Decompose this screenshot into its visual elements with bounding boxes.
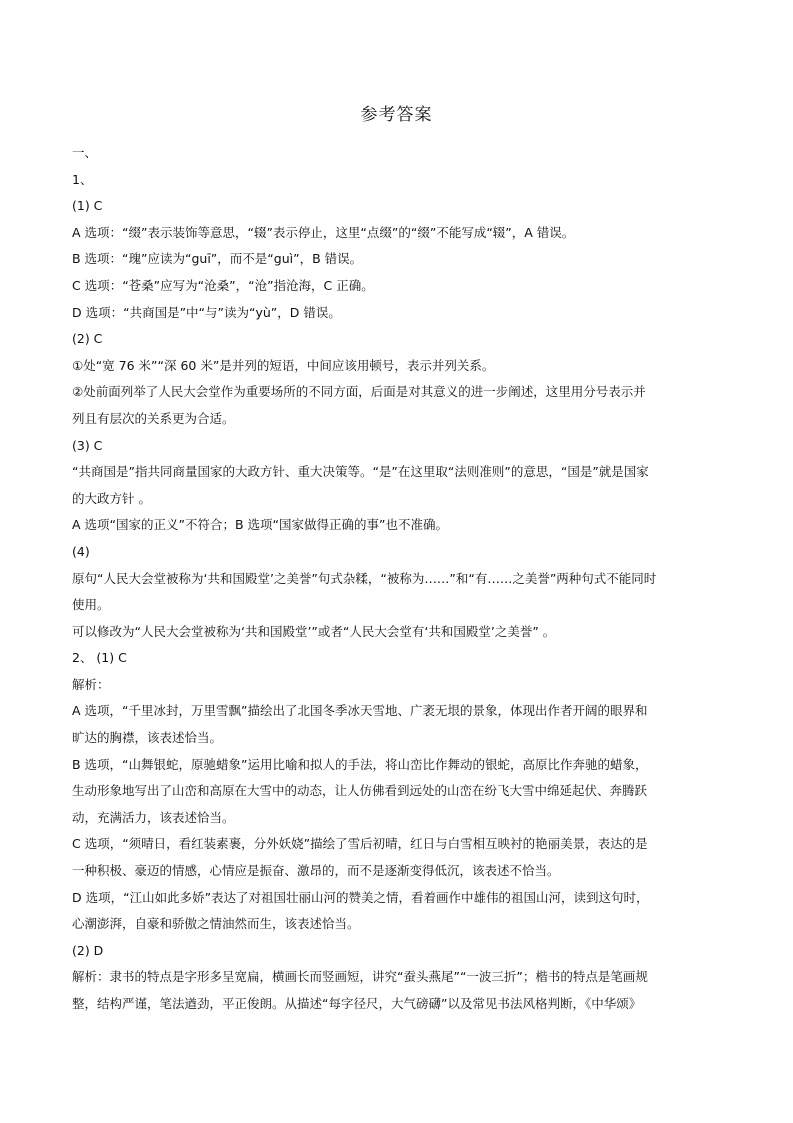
sub-question-answer: (2) C — [72, 331, 103, 347]
question-number: 1、 — [72, 171, 93, 187]
option-explanation: D 选项：“共商国是”中“与”读为“yù”，D 错误。 — [72, 304, 341, 320]
analysis-label: 解析： — [72, 676, 110, 692]
section-heading: 一、 — [72, 145, 98, 160]
option-explanation: 旷达的胸襟，该表述恰当。 — [72, 730, 223, 746]
explanation-line: 使用。 — [72, 597, 110, 613]
option-explanation: 动，充满活力，该表述恰当。 — [72, 809, 235, 825]
explanation-line: “共商国是”指共同商量国家的大政方针、重大决策等。“是”在这里取“法则准则”的意思，“国是”就是国家 — [72, 464, 649, 480]
option-explanation: B 选项：“瑰”应读为“guī”，而不是“guì”，B 错误。 — [72, 251, 363, 267]
option-explanation: B 选项，“山舞银蛇，原驰蜡象”运用比喻和拟人的手法，将山峦比作舞动的银蛇，高原比作奔驰的蜡象， — [72, 756, 648, 772]
option-explanation: C 选项，“须晴日，看红装素裹，分外妖娆”描绘了雪后初晴，红日与白雪相互映衬的艳丽美景，表达的是 — [72, 836, 648, 852]
sub-question-answer: (2) D — [72, 942, 104, 958]
explanation-line: 可以修改为“人民大会堂被称为‘共和国殿堂’”或者“人民大会堂有‘共和国殿堂’之美誉” 。 — [72, 623, 556, 639]
sub-question-answer: (3) C — [72, 437, 103, 453]
explanation-line: 列且有层次的关系更为合适。 — [72, 410, 235, 426]
option-explanation: C 选项：“苍桑”应写为“沧桑”，“沧”指沧海，C 正确。 — [72, 277, 374, 293]
option-explanation: A 选项：“缀”表示装饰等意思，“辍”表示停止，这里“点缀”的“缀”不能写成“辍”，A 错误。 — [72, 224, 575, 240]
page-title: 参考答案 — [360, 105, 433, 125]
option-explanation: 心潮澎湃，自豪和骄傲之情油然而生，该表述恰当。 — [72, 916, 360, 932]
sub-question-answer: (1) C — [72, 198, 103, 214]
option-explanation: A 选项，“千里冰封，万里雪飘”描绘出了北国冬季冰天雪地、广袤无垠的景象，体现出作者开阔的眼界和 — [72, 703, 648, 719]
explanation-line: ②处前面列举了人民大会堂作为重要场所的不同方面，后面是对其意义的进一步阐述，这里用分号表示并 — [72, 384, 646, 400]
question-number: 2、 (1) C — [72, 650, 127, 666]
answer-body — [72, 140, 724, 1018]
explanation-line: 解析：隶书的特点是字形多呈宽扁，横画长而竖画短，讲究“蚕头燕尾”“一波三折”；楷书的特点是笔画规 — [72, 969, 648, 985]
explanation-line: 整，结构严谨，笔法遒劲，平正俊朗。从描述“每字径尺，大气磅礴”以及常见书法风格判断，《中华颂》 — [72, 996, 642, 1011]
option-explanation: 生动形象地写出了山峦和高原在大雪中的动态，让人仿佛看到远处的山峦在纷飞大雪中绵延起伏、奔腾跃 — [72, 783, 648, 799]
explanation-line: 原句“人民大会堂被称为‘共和国殿堂’之美誉”句式杂糅，“被称为……”和“有……之美誉”两种句式不能同时 — [72, 570, 657, 586]
sub-question-answer: (4) — [72, 543, 90, 559]
explanation-line: A 选项“国家的正义”不符合；B 选项“国家做得正确的事”也不准确。 — [72, 517, 448, 533]
explanation-line: 的大政方针 。 — [72, 490, 151, 506]
explanation-line: ①处“宽 76 米”“深 60 米”是并列的短语，中间应该用顿号，表示并列关系。 — [72, 357, 495, 373]
option-explanation: 一种积极、豪迈的情感，心情应是振奋、激昂的，而不是逐渐变得低沉，该表述不恰当。 — [72, 863, 560, 879]
option-explanation: D 选项，“江山如此多娇”表达了对祖国壮丽山河的赞美之情，看着画作中雄伟的祖国山河，读到这句时， — [72, 889, 649, 905]
